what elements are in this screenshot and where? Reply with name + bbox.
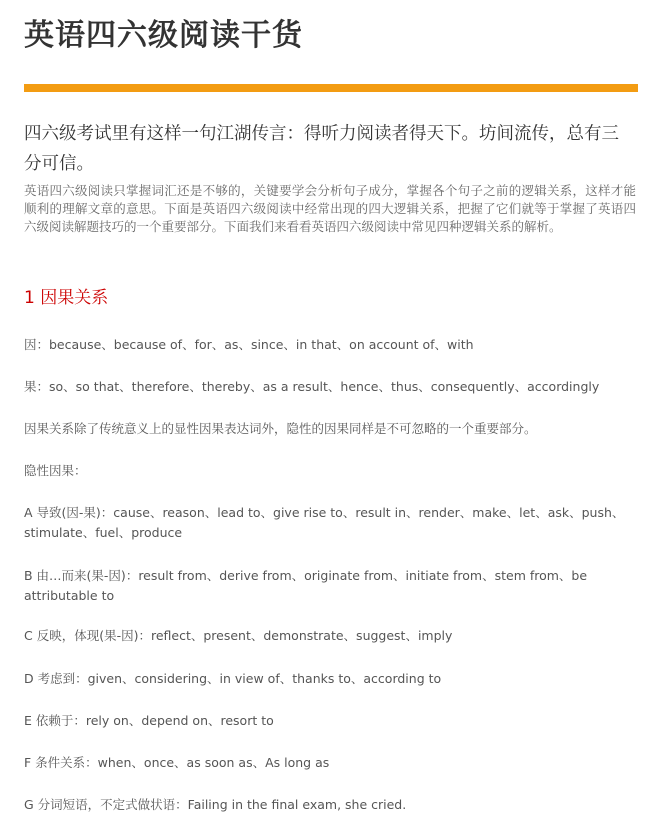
lead-paragraph: 四六级考试里有这样一句江湖传言：得听力阅读者得天下。坊间流传，总有三分可信。 — [24, 124, 619, 174]
implicit-label: 隐性因果： — [24, 463, 87, 478]
list-item: C 反映，体现(果-因)：reflect、present、demonstrate、suggest、imply — [24, 628, 453, 643]
list-item: E 依赖于：rely on、depend on、resort to — [24, 713, 274, 728]
intro-paragraph: 英语四六级阅读只掌握词汇还是不够的，关键要学会分析句子成分，掌握各个句子之前的逻辑关系，这样才能顺利的理解文章的意思。下面是英语四六级阅读中经常出现的四大逻辑关系，把握了它们就等于掌握了英语四六级阅读解题技巧的一个重要部分。下面我们来看看英语四六级阅读中常见四种逻辑关系的解析。 — [24, 183, 636, 234]
list-item: D 考虑到：given、considering、in view of、thanks to、according to — [24, 671, 442, 686]
section-heading: 1 因果关系 — [24, 288, 109, 308]
effect-words: 果：so、so that、therefore、thereby、as a result、hence、thus、consequently、accordingly — [24, 379, 600, 394]
cause-words: 因：because、because of、for、as、since、in that、on account of、with — [24, 337, 474, 352]
title-divider — [24, 84, 638, 92]
implicit-note: 因果关系除了传统意义上的显性因果表达词外，隐性的因果同样是不可忽略的一个重要部分。 — [24, 421, 537, 436]
list-item: B 由…而来(果-因)：result from、derive from、originate from、initiate from、stem from、be attributable to — [24, 568, 588, 603]
page-title: 英语四六级阅读干货 — [24, 18, 303, 53]
list-item: F 条件关系：when、once、as soon as、As long as — [24, 755, 330, 770]
list-item: G 分词短语，不定式做状语：Failing in the final exam, she cried. — [24, 797, 407, 812]
list-item: A 导致(因-果)：cause、reason、lead to、give rise to、result in、render、make、let、ask、push、stimulate、fuel、produce — [24, 505, 625, 540]
